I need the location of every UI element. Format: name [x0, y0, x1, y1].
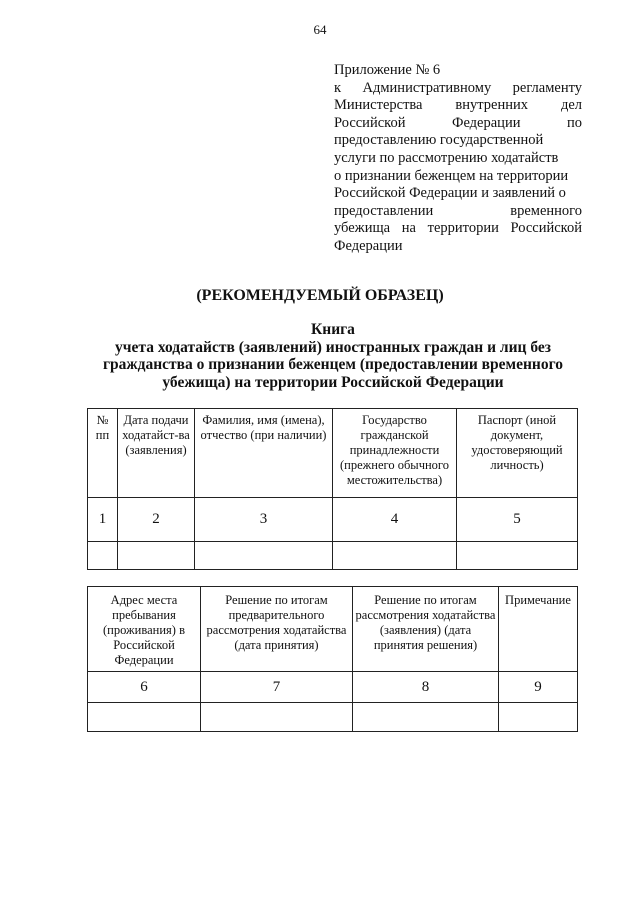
book-title-line: убежища) на территории Российской Федерации: [162, 373, 504, 391]
column-header: Фамилия, имя (имена), отчество (при наличии): [195, 409, 333, 498]
appendix-line: о признании беженцем на территории: [334, 167, 569, 184]
column-header: Паспорт (иной документ, удостоверяющий личность): [457, 409, 578, 498]
column-number: 8: [353, 672, 499, 703]
appendix-line: услуги по рассмотрению ходатайств: [334, 149, 559, 166]
column-header: Адрес места пребывания (проживания) в Российской Федерации: [88, 587, 201, 672]
register-table-part-2: [87, 586, 578, 732]
column-header: Дата подачи ходатайст-ва (заявления): [118, 409, 195, 498]
column-number: 4: [333, 498, 457, 542]
table-header-row: [88, 587, 578, 672]
entry-cell[interactable]: [88, 703, 201, 732]
entry-cell[interactable]: [457, 542, 578, 570]
appendix-line: к Административному регламенту: [334, 79, 582, 96]
appendix-line: Федерации: [334, 237, 403, 254]
entry-cell[interactable]: [499, 703, 578, 732]
column-number: 9: [499, 672, 578, 703]
page-number: 64: [313, 22, 327, 37]
column-header: Решение по итогам рассмотрения ходатайства (заявления) (дата принятия решения): [353, 587, 499, 672]
appendix-line: Российской Федерации и заявлений о: [334, 185, 566, 202]
book-title-line: гражданства о признании беженцем (предоставлении временного: [103, 356, 563, 373]
column-header: Государство гражданской принадлежности (прежнего обычного местожительства): [333, 409, 457, 498]
empty-entry-row: [88, 703, 578, 732]
column-number: 3: [195, 498, 333, 542]
appendix-line: Приложение № 6: [334, 62, 441, 78]
column-number: 2: [118, 498, 195, 542]
column-number-row: [88, 672, 578, 703]
column-header: № пп: [88, 409, 118, 498]
column-number: 6: [88, 672, 201, 703]
appendix-line: убежища на территории Российской: [334, 220, 582, 237]
sample-heading: (РЕКОМЕНДУЕМЫЙ ОБРАЗЕЦ): [196, 287, 444, 304]
appendix-line: Российской Федерации по: [334, 114, 582, 131]
column-number: 5: [457, 498, 578, 542]
entry-cell[interactable]: [201, 703, 353, 732]
register-table-part-1: [87, 408, 578, 570]
column-header: Решение по итогам предварительного рассмотрения ходатайства (дата принятия): [201, 587, 353, 672]
column-header: Примечание: [499, 587, 578, 672]
entry-cell[interactable]: [353, 703, 499, 732]
column-number: 1: [88, 498, 118, 542]
appendix-line: Министерства внутренних дел: [334, 97, 582, 114]
entry-cell[interactable]: [118, 542, 195, 570]
entry-cell[interactable]: [333, 542, 457, 570]
column-number: 7: [201, 672, 353, 703]
empty-entry-row: [88, 542, 578, 570]
appendix-line: предоставлении временного: [334, 202, 582, 219]
book-title-line: учета ходатайств (заявлений) иностранных граждан и лиц без: [115, 338, 551, 356]
book-title: [90, 321, 576, 391]
appendix-line: предоставлению государственной: [334, 132, 544, 149]
book-title-line: Книга: [311, 321, 355, 338]
entry-cell[interactable]: [88, 542, 118, 570]
table-header-row: [88, 409, 578, 498]
entry-cell[interactable]: [195, 542, 333, 570]
appendix-note: [334, 62, 582, 256]
column-number-row: [88, 498, 578, 542]
